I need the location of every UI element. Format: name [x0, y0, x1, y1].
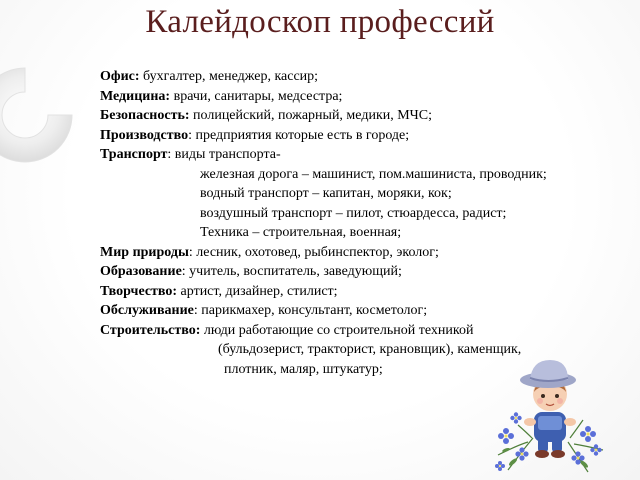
transport-sub-item: воздушный транспорт – пилот, стюардесса, радист; — [200, 205, 507, 221]
item-text: : учитель, воспитатель, заведующий; — [181, 264, 402, 279]
item-label: Обслуживание — [100, 303, 194, 318]
page-title: Калейдоскоп профессий — [145, 4, 495, 40]
transport-sub-item: водный транспорт – капитан, моряки, кок; — [200, 186, 452, 201]
item-label: Мир природы — [100, 244, 189, 260]
doll-with-flowers-icon — [488, 350, 610, 478]
item-text: врачи, санитары, медсестра; — [170, 88, 343, 104]
item-label: Транспорт — [100, 147, 168, 162]
professions-list — [100, 67, 620, 379]
item-label: Медицина: — [100, 88, 171, 104]
item-text: бухгалтер, менеджер, кассир; — [139, 69, 319, 84]
transport-sub-item: железная дорога – машинист, пом.машиниста, проводник; — [200, 166, 547, 182]
item-text: : предприятия которые есть в городе; — [188, 127, 410, 143]
item-label: Строительство: — [100, 322, 201, 338]
list-item-creativity — [100, 282, 620, 302]
list-item-transport — [100, 145, 620, 165]
list-item-nature — [100, 243, 620, 263]
item-label: Образование — [100, 264, 182, 279]
list-item-service — [100, 301, 620, 321]
list-item-construction — [100, 321, 620, 341]
item-text: люди работающие со строительной техникой — [200, 322, 474, 338]
list-item-safety — [100, 106, 620, 126]
ring-ornament-icon — [0, 60, 80, 170]
item-text: полицейский, пожарный, медики, МЧС; — [189, 108, 433, 123]
list-item-education — [100, 262, 620, 282]
item-label: Творчество: — [100, 283, 178, 299]
item-text: : лесник, охотовед, рыбинспектор, эколог; — [188, 244, 439, 260]
item-text: : виды транспорта- — [167, 147, 281, 162]
construction-sub-item: плотник, маляр, штукатур; — [224, 361, 383, 377]
item-text: артист, дизайнер, стилист; — [177, 283, 338, 299]
item-label: Безопасность: — [100, 108, 190, 123]
construction-sub-item: (бульдозерист, тракторист, крановщик), каменщик, — [218, 342, 522, 357]
list-item-office — [100, 67, 620, 87]
list-item-medicine — [100, 87, 620, 107]
transport-sub-item: Техника – строительная, военная; — [200, 225, 402, 240]
item-label: Производство — [100, 127, 189, 143]
item-text: : парикмахер, консультант, косметолог; — [193, 303, 428, 318]
list-item-production — [100, 126, 620, 146]
item-label: Офис: — [100, 69, 140, 84]
